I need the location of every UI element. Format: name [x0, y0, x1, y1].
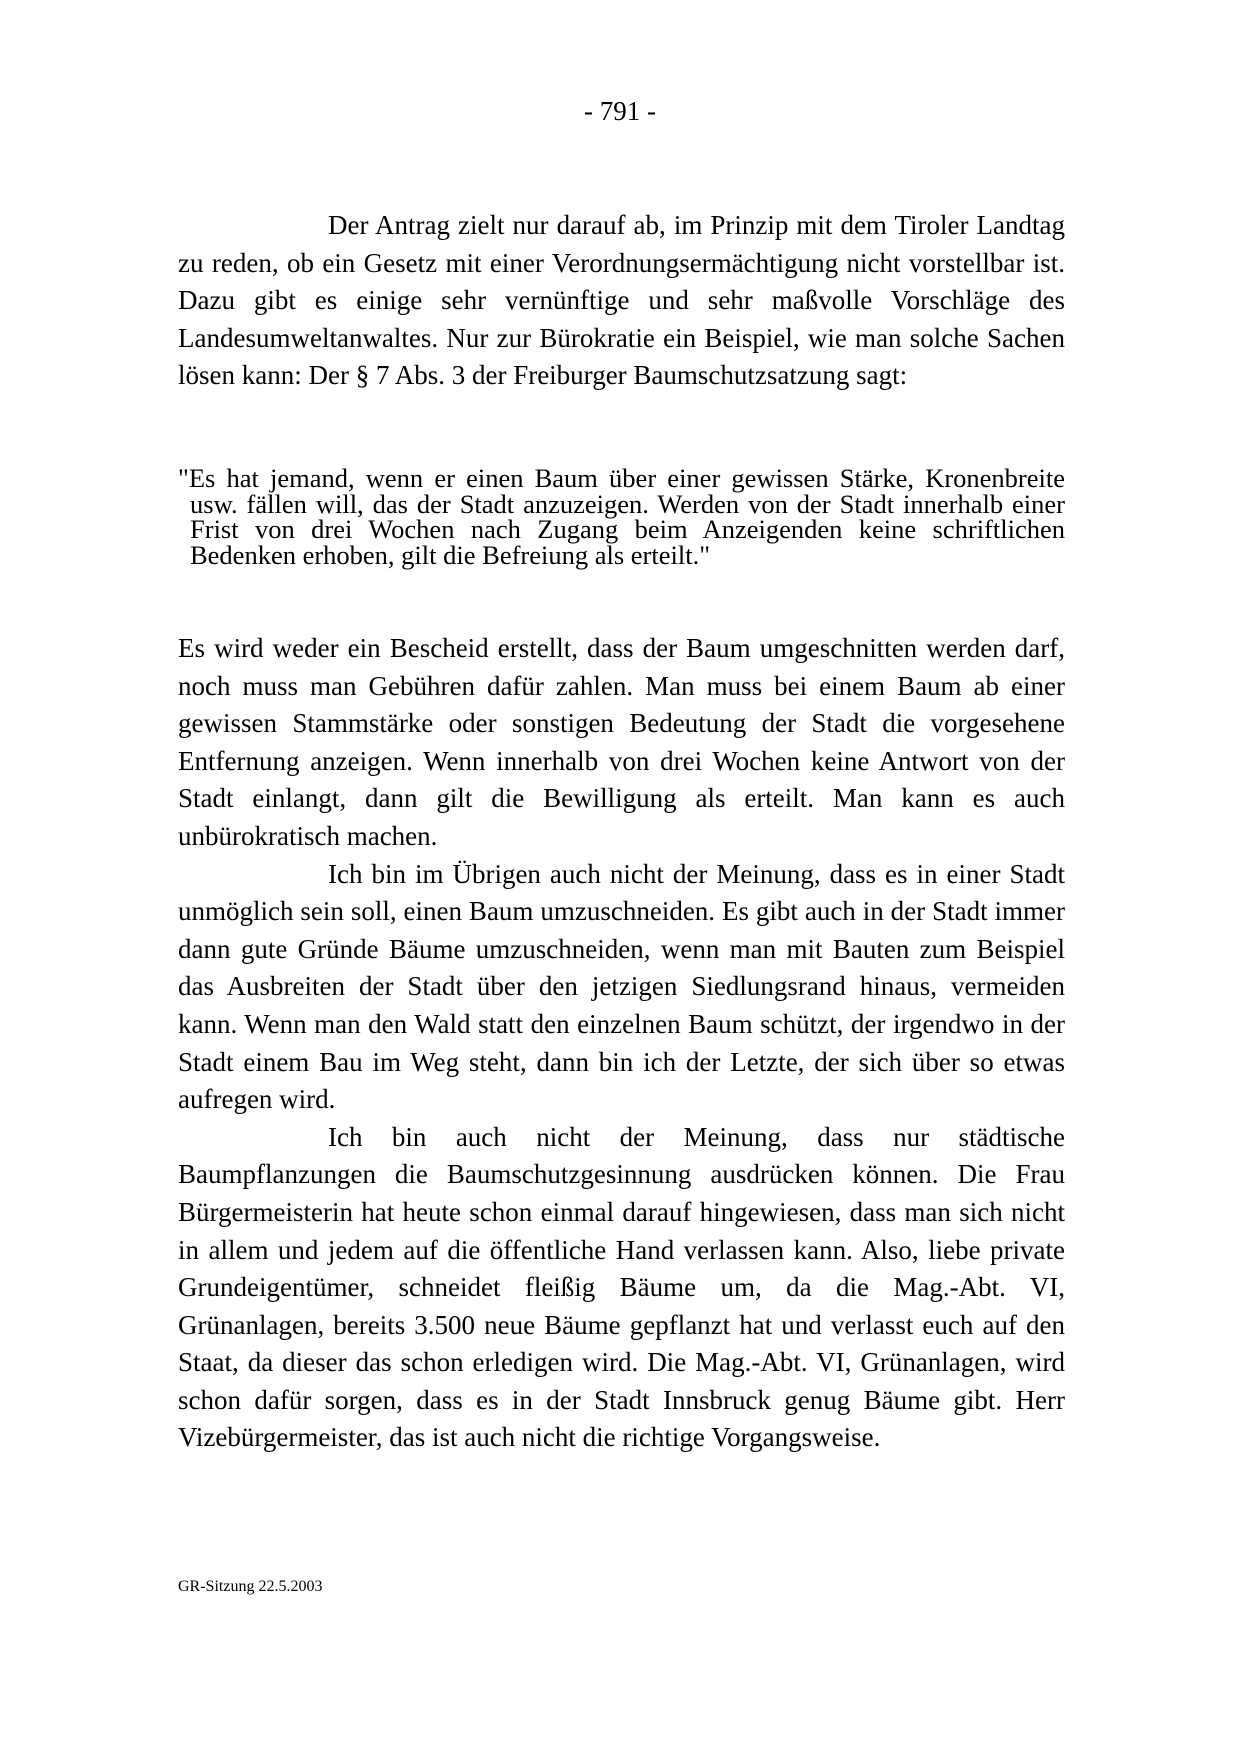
paragraph-intro: Der Antrag zielt nur darauf ab, im Prinzip mit dem Tiroler Landtag zu reden, ob ein Gesetz mit einer Verordnungsermächtigung nicht vorstellbar ist. Dazu gibt es einige sehr vernünftige und sehr maßvolle Vorschläge des Landesumweltanwaltes. Nur zur Bürokratie ein Beispiel, wie man solche Sachen lösen kann: Der § 7 Abs. 3 der Freiburger Baumschutzsatzung sagt:: [178, 210, 1065, 391]
paragraph-explanation: Es wird weder ein Bescheid erstellt, dass der Baum umgeschnitten werden darf, noch muss man Gebühren dafür zahlen. Man muss bei einem Baum ab einer gewissen Stammstärke oder sonstigen Bedeutung der Stadt die vorgesehene Entfernung anzeigen. Wenn innerhalb von drei Wochen keine Antwort von der Stadt einlangt, dann gilt die Bewilligung als erteilt. Man kann es auch unbürokratisch machen.: [178, 633, 1065, 851]
page-number: - 791 -: [584, 96, 656, 126]
page-footer: GR-Sitzung 22.5.2003: [178, 1578, 323, 1595]
intro-section: [178, 207, 1065, 395]
block-quote: "Es hat jemand, wenn er einen Baum über einer gewissen Stärke, Kronenbreite usw. fällen will, das der Stadt anzuzeigen. Werden von der Stadt innerhalb einer Frist von drei Wochen nach Zugang beim Anzeigenden keine schriftlichen Bedenken erhoben, gilt die Befreiung als erteilt.": [178, 463, 1065, 570]
main-section: [178, 630, 1065, 1457]
paragraph-conclusion: Ich bin auch nicht der Meinung, dass nur städtische Baumpflanzungen die Baumschutzgesinnung ausdrücken können. Die Frau Bürgermeisterin hat heute schon einmal darauf hingewiesen, dass man sich nicht in allem und jedem auf die öffentliche Hand verlassen kann. Also, liebe private Grundeigentümer, schneidet fleißig Bäume um, da die Mag.-Abt. VI, Grünanlagen, bereits 3.500 neue Bäume gepflanzt hat und verlasst euch auf den Staat, da dieser das schon erledigen wird. Die Mag.-Abt. VI, Grünanlagen, wird schon dafür sorgen, dass es in der Stadt Innsbruck genug Bäume gibt. Herr Vizebürgermeister, das ist auch nicht die richtige Vorgangsweise.: [178, 1121, 1065, 1453]
paragraph-opinion: Ich bin im Übrigen auch nicht der Meinung, dass es in einer Stadt unmöglich sein soll, einen Baum umzuschneiden. Es gibt auch in der Stadt immer dann gute Gründe Bäume umzuschneiden, wenn man mit Bauten zum Beispiel das Ausbreiten der Stadt über den jetzigen Siedlungsrand hinaus, vermeiden kann. Wenn man den Wald statt den einzelnen Baum schützt, der irgendwo in der Stadt einem Bau im Weg steht, dann bin ich der Letzte, der sich über so etwas aufregen wird.: [178, 858, 1065, 1115]
